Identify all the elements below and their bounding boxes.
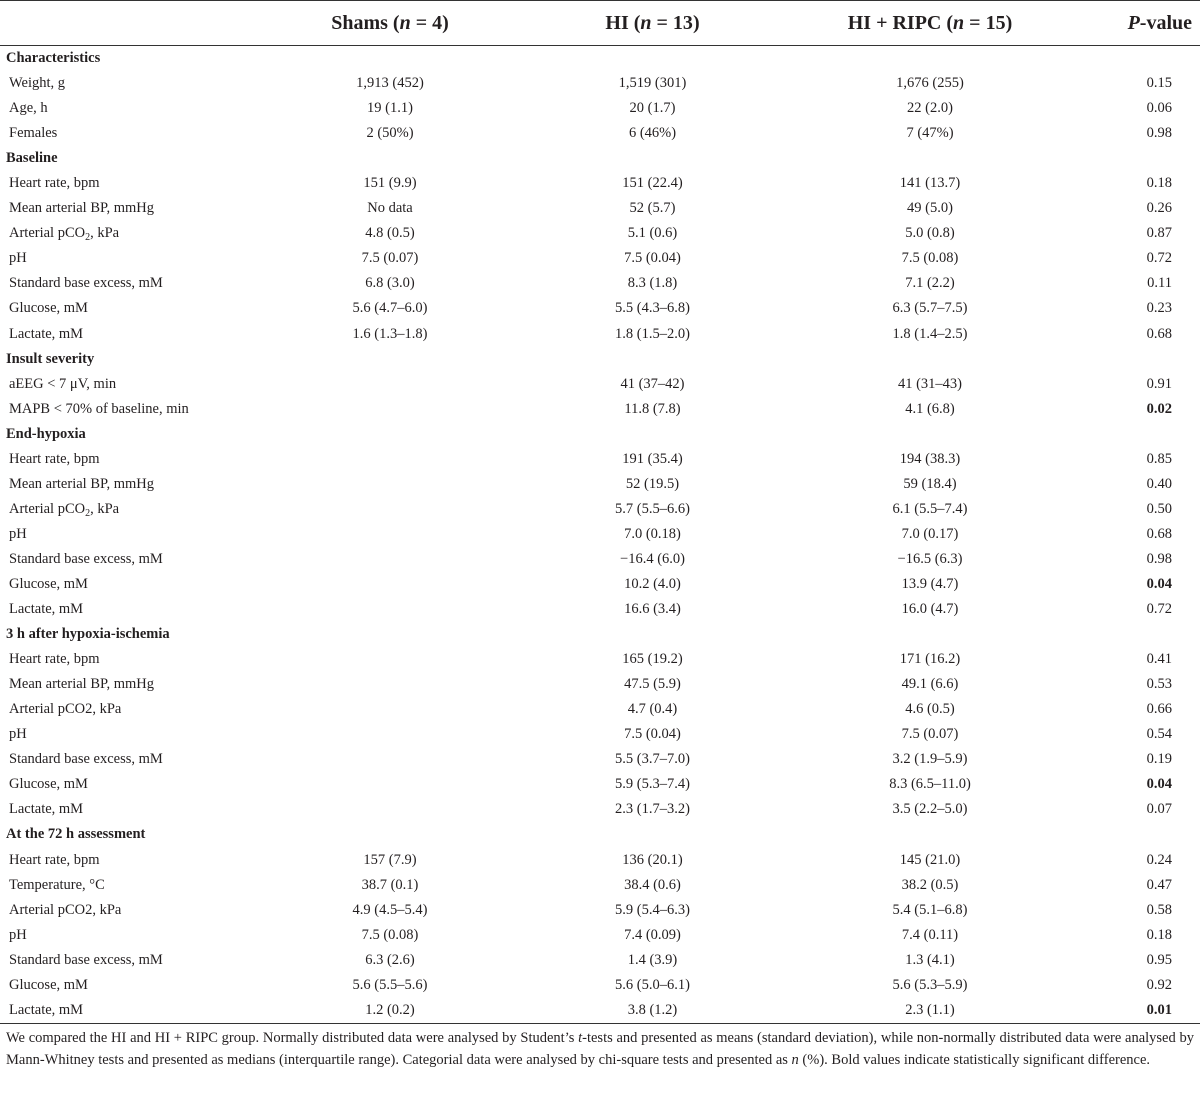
cell-hi: 7.0 (0.18) [624, 525, 681, 542]
cell-shams [255, 447, 525, 472]
row-label: Standard base excess, mM [9, 751, 163, 768]
section-row [0, 46, 1200, 72]
header-p-value: P-value [1080, 1, 1200, 46]
cell-hi-ripc: 16.0 (4.7) [901, 601, 959, 618]
cell-hi: 6 (46%) [628, 125, 677, 142]
cell-hi-ripc: 7.1 (2.2) [905, 275, 955, 292]
cell-shams [255, 472, 525, 497]
row-label: pH [9, 926, 27, 943]
cell-hi: 136 (20.1) [622, 851, 683, 868]
row-label: Heart rate, bpm [9, 851, 100, 868]
table-row [0, 923, 1200, 948]
cell-hi-ripc: 38.2 (0.5) [901, 876, 959, 893]
table-row [0, 848, 1200, 873]
cell-hi-ripc: 1.8 (1.4–2.5) [892, 325, 968, 342]
cell-hi: 7.5 (0.04) [624, 250, 681, 267]
cell-p-value: 0.68 [1146, 525, 1172, 542]
section-row [0, 422, 1200, 447]
cell-p-value: 0.98 [1146, 550, 1172, 567]
cell-p-value: 0.98 [1146, 125, 1172, 142]
cell-shams [255, 647, 525, 672]
table-row [0, 797, 1200, 822]
cell-hi: 11.8 (7.8) [624, 400, 681, 417]
table-row [0, 296, 1200, 321]
cell-shams: 6.8 (3.0) [365, 275, 415, 292]
cell-shams [255, 772, 525, 797]
cell-p-value: 0.91 [1146, 375, 1172, 392]
row-label: Glucose, mM [9, 976, 88, 993]
header-shams: Shams (n = 4) [255, 1, 525, 46]
cell-hi: 8.3 (1.8) [627, 275, 678, 292]
cell-p-value: 0.85 [1146, 450, 1172, 467]
cell-hi-ripc: 6.1 (5.5–7.4) [892, 500, 968, 517]
row-label: Arterial pCO$_2$, kPa [9, 500, 120, 519]
cell-hi-ripc: 3.2 (1.9–5.9) [892, 751, 968, 768]
cell-p-value: 0.54 [1146, 726, 1172, 743]
table-row [0, 597, 1200, 622]
row-label: Lactate, mM [9, 601, 84, 618]
cell-hi: 41 (37–42) [620, 375, 685, 392]
section-row [0, 347, 1200, 372]
row-label: Heart rate, bpm [9, 175, 100, 192]
table-row [0, 522, 1200, 547]
cell-hi: 5.6 (5.0–6.1) [615, 976, 690, 993]
cell-hi-ripc: 49 (5.0) [907, 200, 953, 217]
cell-p-value: 0.92 [1146, 976, 1172, 993]
cell-shams: 4.8 (0.5) [365, 225, 415, 242]
row-label: Weight, g [9, 75, 66, 92]
section-row [0, 146, 1200, 171]
cell-hi-ripc: 145 (21.0) [899, 851, 961, 868]
cell-shams: 157 (7.9) [363, 851, 417, 868]
cell-p-value: 0.19 [1146, 751, 1172, 768]
cell-shams [255, 547, 525, 572]
row-label: Temperature, °C [9, 876, 105, 893]
cell-hi: 5.9 (5.4–6.3) [615, 901, 690, 918]
cell-hi: 165 (19.2) [622, 651, 683, 668]
cell-hi-ripc: 49.1 (6.6) [901, 676, 959, 693]
cell-p-value: 0.04 [1146, 776, 1172, 793]
table-row [0, 772, 1200, 797]
cell-shams: 5.6 (5.5–5.6) [352, 976, 428, 993]
cell-hi: 7.4 (0.09) [624, 926, 681, 943]
row-label: Mean arterial BP, mmHg [9, 200, 154, 217]
cell-p-value: 0.41 [1146, 651, 1172, 668]
table-row [0, 171, 1200, 196]
cell-hi-ripc: 13.9 (4.7) [901, 576, 959, 592]
cell-hi-ripc: 22 (2.0) [907, 100, 953, 117]
table-row [0, 121, 1200, 146]
row-label: Females [9, 125, 58, 142]
cell-hi: 5.1 (0.6) [627, 225, 678, 242]
cell-hi-ripc: 7.5 (0.08) [901, 250, 959, 267]
section-row [0, 622, 1200, 647]
row-label: Standard base excess, mM [9, 550, 163, 567]
table-row [0, 96, 1200, 121]
cell-hi-ripc: 7 (47%) [906, 125, 954, 142]
table-row [0, 472, 1200, 497]
row-label: MAPB < 70% of baseline, min [9, 400, 189, 417]
row-label: Lactate, mM [0, 998, 255, 1024]
cell-hi-ripc: 59 (18.4) [903, 475, 957, 492]
cell-hi-ripc: 7.0 (0.17) [901, 525, 959, 542]
cell-p-value: 0.72 [1146, 250, 1172, 267]
cell-hi: 5.5 (3.7–7.0) [615, 751, 690, 768]
cell-p-value: 0.26 [1146, 200, 1172, 217]
cell-shams [255, 722, 525, 747]
table-body [0, 46, 1200, 1024]
table-footnote: We compared the HI and HI + RIPC group. Normally distributed data were analysed by Student’s t-tests and presented as means (standard deviation), while non-normally distributed data were analysed by Mann-Whitney tests and presented as medians (interquartile range). Categorial data were analysed by chi-square tests and presented as n (%). Bold values indicate statistically significant difference. [6, 1030, 1194, 1068]
table-row [0, 948, 1200, 973]
cell-shams [255, 372, 525, 397]
cell-hi: 3.8 (1.2) [525, 998, 780, 1024]
row-label: Standard base excess, mM [9, 951, 163, 968]
cell-hi-ripc: 4.1 (6.8) [905, 400, 955, 417]
cell-hi: −16.4 (6.0) [620, 550, 685, 567]
cell-p-value: 0.66 [1146, 701, 1172, 718]
row-label: Glucose, mM [9, 776, 88, 793]
section-title: Characteristics [6, 50, 101, 67]
cell-shams: 38.7 (0.1) [361, 876, 419, 893]
cell-p-value: 0.04 [1146, 576, 1172, 592]
table-row [0, 271, 1200, 296]
row-label: Heart rate, bpm [9, 450, 100, 467]
cell-shams: No data [367, 200, 413, 217]
table-row [0, 497, 1200, 522]
cell-hi: 52 (5.7) [629, 200, 676, 217]
cell-hi: 151 (22.4) [622, 175, 683, 192]
cell-hi-ripc: 2.3 (1.1) [780, 998, 1080, 1024]
cell-p-value: 0.15 [1146, 75, 1172, 92]
cell-shams: 6.3 (2.6) [365, 951, 415, 968]
cell-hi-ripc: 4.6 (0.5) [905, 701, 955, 718]
cell-shams [255, 497, 525, 522]
cell-hi-ripc: 1.3 (4.1) [905, 951, 955, 968]
cell-p-value: 0.24 [1146, 851, 1172, 868]
cell-hi: 16.6 (3.4) [624, 601, 681, 618]
cell-hi-ripc: 1,676 (255) [896, 75, 964, 92]
cell-p-value: 0.02 [1146, 400, 1172, 417]
cell-p-value: 0.87 [1146, 225, 1172, 242]
row-label: Standard base excess, mM [9, 275, 163, 292]
table-row [0, 647, 1200, 672]
table-row [0, 722, 1200, 747]
cell-hi: 38.4 (0.6) [624, 876, 681, 893]
cell-shams [255, 697, 525, 722]
cell-hi-ripc: −16.5 (6.3) [897, 550, 963, 567]
row-label: pH [9, 525, 27, 542]
table-header [0, 1, 1200, 46]
row-label: Glucose, mM [9, 576, 88, 592]
row-label: pH [9, 726, 27, 743]
cell-p-value: 0.11 [1147, 275, 1172, 292]
cell-p-value: 0.07 [1146, 801, 1172, 818]
cell-shams [255, 572, 525, 597]
table-row [0, 71, 1200, 96]
cell-shams: 1.2 (0.2) [255, 998, 525, 1024]
cell-hi: 47.5 (5.9) [624, 676, 681, 693]
cell-shams [255, 747, 525, 772]
table-row [0, 998, 1200, 1024]
row-label: Arterial pCO2, kPa [9, 901, 122, 918]
section-title: 3 h after hypoxia-ischemia [6, 626, 170, 643]
cell-p-value: 0.95 [1146, 951, 1172, 968]
table-row [0, 322, 1200, 347]
header-label-column [0, 1, 255, 46]
cell-p-value: 0.58 [1146, 901, 1172, 918]
cell-hi-ripc: 171 (16.2) [899, 651, 961, 668]
cell-p-value: 0.50 [1146, 500, 1172, 517]
cell-hi-ripc: 5.0 (0.8) [905, 225, 955, 242]
cell-shams: 151 (9.9) [363, 175, 417, 192]
table-row [0, 898, 1200, 923]
cell-hi: 1.8 (1.5–2.0) [615, 325, 690, 342]
cell-shams: 1.6 (1.3–1.8) [352, 325, 428, 342]
cell-shams [255, 597, 525, 622]
row-label: Mean arterial BP, mmHg [9, 475, 154, 492]
cell-hi: 2.3 (1.7–3.2) [615, 801, 690, 818]
row-label: Arterial pCO$_2$, kPa [9, 225, 120, 244]
cell-shams: 5.6 (4.7–6.0) [352, 300, 428, 317]
cell-p-value: 0.72 [1146, 601, 1172, 618]
cell-p-value: 0.68 [1146, 325, 1172, 342]
row-label: Arterial pCO2, kPa [9, 701, 122, 718]
cell-hi-ripc: 7.5 (0.07) [901, 726, 959, 743]
row-label: pH [9, 250, 27, 267]
cell-shams: 1,913 (452) [356, 75, 424, 92]
cell-p-value: 0.18 [1146, 175, 1172, 192]
row-label: Mean arterial BP, mmHg [9, 676, 154, 693]
cell-shams [255, 397, 525, 422]
cell-hi: 191 (35.4) [622, 450, 683, 467]
cell-hi-ripc: 41 (31–43) [897, 375, 963, 392]
cell-hi-ripc: 5.4 (5.1–6.8) [892, 901, 968, 918]
cell-hi-ripc: 6.3 (5.7–7.5) [892, 300, 968, 317]
cell-hi: 5.7 (5.5–6.6) [615, 500, 690, 517]
table-row [0, 572, 1200, 597]
cell-shams [255, 522, 525, 547]
cell-shams: 7.5 (0.07) [361, 250, 419, 267]
cell-p-value: 0.40 [1146, 475, 1172, 492]
cell-hi-ripc: 7.4 (0.11) [901, 926, 959, 943]
cell-hi-ripc: 5.6 (5.3–5.9) [892, 976, 968, 993]
table-row [0, 447, 1200, 472]
cell-p-value: 0.53 [1146, 676, 1172, 693]
cell-shams [255, 672, 525, 697]
cell-hi: 4.7 (0.4) [627, 701, 678, 718]
cell-p-value: 0.06 [1146, 100, 1172, 117]
table-row [0, 672, 1200, 697]
cell-hi: 52 (19.5) [625, 475, 680, 492]
cell-hi: 7.5 (0.04) [624, 726, 681, 743]
cell-shams: 7.5 (0.08) [361, 926, 419, 943]
row-label: aEEG < 7 μV, min [9, 375, 117, 392]
cell-hi-ripc: 3.5 (2.2–5.0) [892, 801, 968, 818]
cell-hi-ripc: 194 (38.3) [899, 450, 961, 467]
cell-p-value: 0.18 [1146, 926, 1172, 943]
cell-shams: 4.9 (4.5–5.4) [352, 901, 428, 918]
row-label: Age, h [9, 100, 48, 117]
table-row [0, 196, 1200, 221]
cell-hi: 20 (1.7) [629, 100, 676, 117]
table-row [0, 221, 1200, 246]
row-label: Lactate, mM [9, 801, 84, 818]
cell-hi-ripc: 141 (13.7) [899, 175, 961, 192]
cell-shams: 2 (50%) [366, 125, 414, 142]
section-title: End-hypoxia [6, 425, 86, 442]
cell-hi-ripc: 8.3 (6.5–11.0) [889, 776, 971, 793]
cell-p-value: 0.47 [1146, 876, 1172, 893]
section-title: Baseline [6, 150, 58, 167]
row-label: Glucose, mM [9, 300, 88, 317]
table-row [0, 697, 1200, 722]
table-row [0, 246, 1200, 271]
section-title: Insult severity [6, 350, 95, 367]
table-row [0, 873, 1200, 898]
table-row [0, 397, 1200, 422]
section-title: At the 72 h assessment [6, 826, 146, 843]
cell-shams [255, 797, 525, 822]
row-label: Heart rate, bpm [9, 651, 100, 668]
table-row [0, 973, 1200, 998]
table-row [0, 372, 1200, 397]
cell-hi: 5.5 (4.3–6.8) [615, 300, 690, 317]
header-hi: HI (n = 13) [525, 1, 780, 46]
section-row [0, 822, 1200, 847]
cell-hi: 5.9 (5.3–7.4) [615, 776, 690, 793]
header-hi-ripc: HI + RIPC (n = 15) [780, 1, 1080, 46]
table-row [0, 547, 1200, 572]
cell-p-value: 0.23 [1146, 300, 1172, 317]
cell-shams: 19 (1.1) [367, 100, 413, 117]
cell-p-value: 0.01 [1080, 998, 1200, 1024]
row-label: Lactate, mM [9, 325, 84, 342]
table-row [0, 747, 1200, 772]
cell-hi: 1,519 (301) [618, 75, 687, 92]
cell-hi: 10.2 (4.0) [624, 576, 681, 592]
cell-hi: 1.4 (3.9) [627, 951, 678, 968]
